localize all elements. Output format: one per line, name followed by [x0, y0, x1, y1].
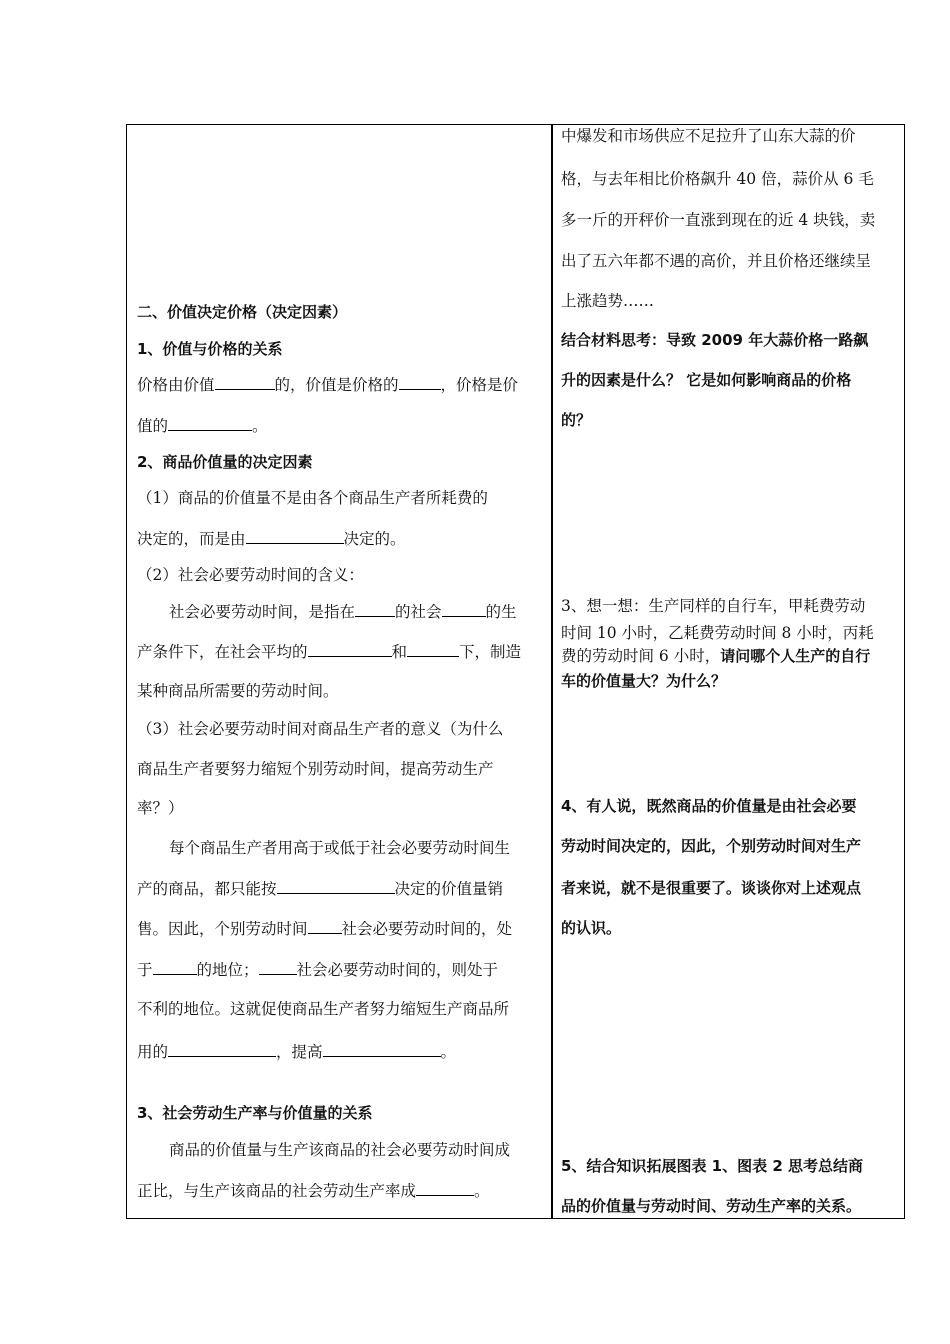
paragraph-line: 价格由价值 的，价值是价格的 ，价格是价: [137, 376, 519, 394]
material-line: 上涨趋势……: [561, 292, 655, 310]
fill-blank[interactable]: [416, 1180, 474, 1196]
material-line: 格，与去年相比价格飙升 40 倍，蒜价从 6 毛: [561, 170, 874, 188]
paragraph-line: 产条件下，在社会平均的 和 下，制造: [137, 643, 522, 661]
fill-blank[interactable]: [168, 1041, 276, 1057]
question-bicycle: 车的价值量大？为什么？: [561, 672, 727, 690]
fill-blank[interactable]: [442, 601, 486, 617]
subheading-productivity-value-relation: 3、社会劳动生产率与价值量的关系: [137, 1104, 373, 1122]
fill-blank[interactable]: [246, 528, 344, 544]
question-individual-labor-time: 的认识。: [561, 919, 622, 937]
fill-blank[interactable]: [308, 641, 392, 657]
fill-blank[interactable]: [153, 959, 197, 975]
paragraph-line: 正比，与生产该商品的社会劳动生产率成 。: [137, 1182, 490, 1200]
subheading-value-determinants: 2、商品价值量的决定因素: [137, 453, 313, 471]
material-line: 中爆发和市场供应不足拉升了山东大蒜的价: [561, 127, 856, 145]
fill-blank[interactable]: [168, 415, 252, 431]
question-garlic-price: 的？: [561, 411, 592, 429]
question-garlic-price: 结合材料思考：导致 2009 年大蒜价格一路飙: [561, 331, 869, 349]
question-individual-labor-time: 者来说，就不是很重要了。谈谈你对上述观点: [561, 879, 862, 897]
question-garlic-price: 升的因素是什么？ 它是如何影响商品的价格: [561, 371, 852, 389]
paragraph-line: 商品的价值量与生产该商品的社会必要劳动时间成: [169, 1141, 511, 1159]
paragraph-line: 某种商品所需要的劳动时间。: [137, 682, 339, 700]
paragraph-line: （1）商品的价值量不是由各个商品生产者所耗费的: [137, 489, 488, 507]
section-heading-value-determines-price: 二、价值决定价格（决定因素）: [137, 303, 348, 321]
fill-blank[interactable]: [277, 878, 395, 894]
fill-blank[interactable]: [399, 374, 441, 390]
question-individual-labor-time: 劳动时间决定的，因此，个别劳动时间对生产: [561, 837, 862, 855]
material-line: 出了五六年都不遇的高价，并且价格还继续呈: [561, 252, 872, 270]
paragraph-line: （3）社会必要劳动时间对商品生产者的意义（为什么: [137, 720, 504, 738]
question-bicycle: 费的劳动时间 6 小时，请问哪个人生产的自行: [561, 647, 871, 665]
paragraph-line: 率？）: [137, 799, 184, 817]
paragraph-line: 每个商品生产者用高于或低于社会必要劳动时间生: [169, 839, 511, 857]
paragraph-line: （2）社会必要劳动时间的含义：: [137, 566, 364, 584]
paragraph-line: 决定的，而是由 决定的。: [137, 530, 406, 548]
question-summary-charts: 品的价值量与劳动时间、劳动生产率的关系。: [561, 1197, 862, 1215]
fill-blank[interactable]: [215, 374, 275, 390]
paragraph-line: 用的 ，提高 。: [137, 1043, 457, 1061]
paragraph-line: 售。因此，个别劳动时间 社会必要劳动时间的，处: [137, 920, 513, 938]
fill-blank[interactable]: [323, 1041, 441, 1057]
paragraph-line: 不利的地位。这就促使商品生产者努力缩短生产商品所: [137, 1000, 510, 1018]
question-individual-labor-time: 4、有人说，既然商品的价值量是由社会必要: [561, 797, 857, 815]
fill-blank[interactable]: [355, 601, 395, 617]
material-line: 多一斤的开秤价一直涨到现在的近 4 块钱，卖: [561, 211, 876, 229]
fill-blank[interactable]: [259, 959, 297, 975]
question-bicycle: 时间 10 小时，乙耗费劳动时间 8 小时，丙耗: [561, 624, 874, 642]
fill-blank[interactable]: [407, 641, 459, 657]
fill-blank[interactable]: [308, 918, 342, 934]
paragraph-line: 值的 。: [137, 417, 268, 435]
paragraph-line: 社会必要劳动时间，是指在 的社会 的生: [169, 603, 517, 621]
subheading-value-price-relation: 1、价值与价格的关系: [137, 340, 283, 358]
paragraph-line: 商品生产者要努力缩短个别劳动时间，提高劳动生产: [137, 760, 494, 778]
question-summary-charts: 5、结合知识拓展图表 1、图表 2 思考总结商: [561, 1157, 863, 1175]
paragraph-line: 于 的地位； 社会必要劳动时间的，则处于: [137, 961, 499, 979]
question-bicycle: 3、想一想：生产同样的自行车，甲耗费劳动: [561, 597, 866, 615]
column-divider: [551, 124, 553, 1219]
paragraph-line: 产的商品，都只能按 决定的价值量销: [137, 880, 504, 898]
